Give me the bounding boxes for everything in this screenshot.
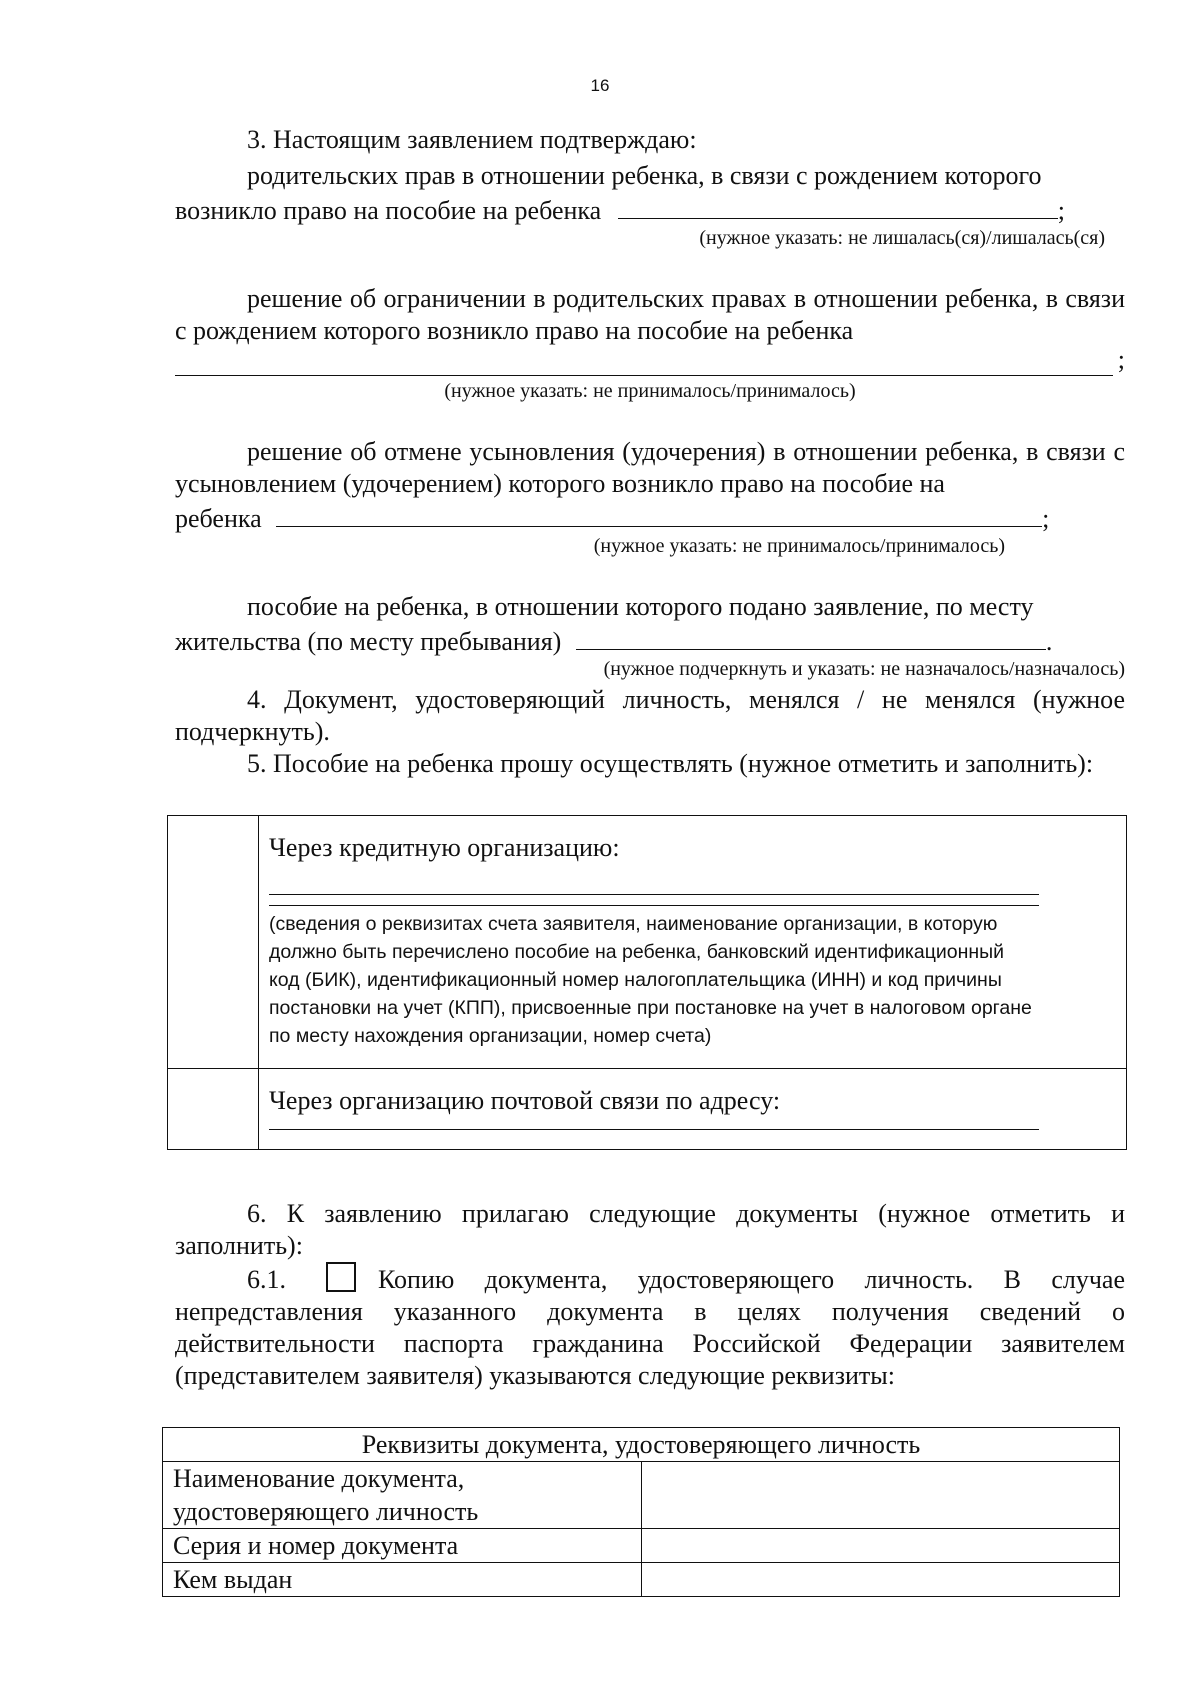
item4-input-line[interactable] bbox=[576, 623, 1046, 650]
item4-line1: пособие на ребенка, в отношении которого подано заявление, по месту bbox=[247, 592, 1034, 621]
section-6 bbox=[175, 1198, 1125, 1392]
section-6-text: 6. К заявлению прилагаю следующие документы (нужное отметить и заполнить): bbox=[175, 1199, 1125, 1260]
item4-label: жительства (по месту пребывания) bbox=[175, 627, 562, 656]
payment-method-table bbox=[167, 815, 1127, 1150]
section-3 bbox=[175, 124, 1125, 780]
post-input-line[interactable] bbox=[269, 1117, 1039, 1130]
item-6-1-number: 6.1. bbox=[247, 1265, 286, 1294]
bank-label: Через кредитную организацию: bbox=[269, 833, 620, 862]
item-6-1-text: Копию документа, удостоверяющего личность. В случае непредставления указанного документа в целях получения сведений о действительности паспорта гражданина Российской Федерации заявителем (представителем заявителя) указываются следующие реквизиты: bbox=[175, 1265, 1125, 1390]
item2-input-line[interactable] bbox=[175, 347, 1113, 376]
item1-label: возникло право на пособие на ребенка bbox=[175, 196, 602, 225]
spacer bbox=[175, 557, 1125, 585]
id-table-row bbox=[163, 1563, 1120, 1597]
item-6-1-checkbox[interactable] bbox=[326, 1262, 356, 1292]
spacer bbox=[175, 402, 1125, 430]
item4-hint: (нужное подчеркнуть и указать: не назначалось/назначалось) bbox=[603, 658, 1125, 680]
payment-row-bank bbox=[168, 816, 1127, 1069]
item4-line2 bbox=[175, 623, 1125, 658]
id-table-row bbox=[163, 1462, 1120, 1529]
item1-line1: родительских прав в отношении ребенка, в связи с рождением которого bbox=[247, 161, 1042, 190]
item2-text: решение об ограничении в родительских правах в отношении ребенка, в связи с рождением которого возникло право на пособие на ребенка bbox=[175, 284, 1125, 345]
item1-hint: (нужное указать: не лишалась(ся)/лишалась(ся) bbox=[699, 227, 1105, 249]
id-row-value[interactable] bbox=[642, 1529, 1120, 1563]
semicolon: ; bbox=[1042, 504, 1050, 533]
item3-input-line[interactable] bbox=[276, 500, 1042, 527]
item3-text: решение об отмене усыновления (удочерения) в отношении ребенка, в связи с усыновлением (удочерением) которого возникло право на пособие на bbox=[175, 437, 1125, 498]
payment-row-post bbox=[168, 1069, 1127, 1150]
item2-hint: (нужное указать: не принималось/принималось) bbox=[444, 380, 856, 402]
bank-checkbox-cell[interactable] bbox=[168, 816, 259, 1069]
bank-content-cell bbox=[259, 816, 1127, 1069]
id-row-label: Наименование документа, удостоверяющего личность bbox=[163, 1462, 642, 1529]
item3-tail: ребенка bbox=[175, 504, 262, 533]
spacer bbox=[175, 249, 1125, 277]
section-4-text: 4. Документ, удостоверяющий личность, менялся / не менялся (нужное подчеркнуть). bbox=[175, 685, 1125, 746]
item1-input-line[interactable] bbox=[618, 192, 1058, 219]
item-6-1 bbox=[175, 1262, 1125, 1392]
id-row-label: Серия и номер документа bbox=[163, 1529, 642, 1563]
item3-hint: (нужное указать: не принималось/принималось) bbox=[593, 535, 1005, 557]
id-row-label: Кем выдан bbox=[163, 1563, 642, 1597]
bank-input-line-1[interactable] bbox=[269, 864, 1039, 895]
post-label: Через организацию почтовой связи по адресу: bbox=[269, 1086, 781, 1115]
id-table-row bbox=[163, 1529, 1120, 1563]
id-row-value[interactable] bbox=[642, 1563, 1120, 1597]
item3-last-line bbox=[175, 500, 1125, 535]
page-number: 16 bbox=[590, 76, 610, 95]
section-3-heading: 3. Настоящим заявлением подтверждаю: bbox=[247, 125, 697, 154]
item2-input-row bbox=[175, 347, 1125, 376]
id-table-header: Реквизиты документа, удостоверяющего личность bbox=[163, 1428, 1120, 1462]
bank-note: (сведения о реквизитах счета заявителя, наименование организации, в которую должно быть перечислено пособие на ребенка, банковский идентификационный код (БИК), идентификационный номер налогоплательщика (ИНН) и код причины постановки на учет (КПП), присвоенные при постановке на учет в налоговом органе по месту нахождения организации, номер счета) bbox=[269, 905, 1039, 1050]
semicolon: ; bbox=[1057, 196, 1065, 225]
id-document-table bbox=[162, 1427, 1120, 1597]
semicolon: ; bbox=[1117, 345, 1125, 374]
post-content-cell bbox=[259, 1069, 1127, 1150]
period: . bbox=[1045, 627, 1053, 656]
post-checkbox-cell[interactable] bbox=[168, 1069, 259, 1150]
id-row-value[interactable] bbox=[642, 1462, 1120, 1529]
section-5-text: 5. Пособие на ребенка прошу осуществлять (нужное отметить и заполнить): bbox=[247, 749, 1094, 778]
item1-line2 bbox=[175, 192, 1125, 227]
